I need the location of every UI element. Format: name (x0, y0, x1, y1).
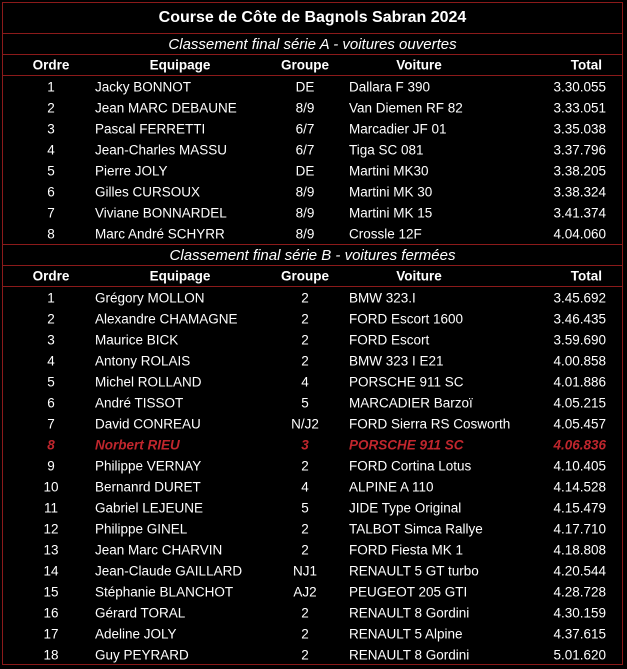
serie-a-title: Classement final série A - voitures ouvertes (3, 34, 622, 55)
cell-equipage: Jean Marc CHARVIN (95, 542, 223, 557)
cell-groupe: 2 (301, 458, 309, 473)
table-row (3, 518, 622, 539)
results-table (2, 2, 623, 665)
cell-groupe: NJ1 (292, 563, 317, 578)
table-row (3, 287, 622, 308)
cell-total: 4.15.479 (553, 500, 606, 515)
table-row (3, 581, 622, 602)
cell-voiture: Tiga SC 081 (349, 142, 424, 157)
cell-equipage: Pascal FERRETTI (95, 121, 206, 136)
cell-equipage: David CONREAU (95, 416, 201, 431)
table-row (3, 118, 622, 139)
cell-equipage: Grégory MOLLON (95, 290, 205, 305)
serie-a-header-row (3, 55, 622, 76)
table-row (3, 223, 622, 245)
table-row (3, 139, 622, 160)
cell-equipage: Jacky BONNOT (95, 79, 192, 94)
cell-groupe: 2 (301, 332, 309, 347)
table-row (3, 392, 622, 413)
cell-voiture: Martini MK 30 (349, 184, 433, 199)
column-header-equipage: Equipage (149, 268, 211, 284)
cell-total: 4.06.836 (553, 437, 606, 452)
cell-groupe: 2 (301, 647, 309, 662)
cell-groupe: 6/7 (295, 142, 315, 157)
cell-groupe: 5 (301, 500, 309, 515)
cell-voiture: FORD Fiesta MK 1 (349, 542, 464, 557)
table-row (3, 371, 622, 392)
cell-equipage: Alexandre CHAMAGNE (95, 311, 238, 326)
column-header-equipage: Equipage (149, 57, 211, 73)
cell-ordre: 8 (47, 437, 55, 452)
cell-equipage: Gabriel LEJEUNE (95, 500, 204, 515)
cell-total: 4.20.544 (553, 563, 606, 578)
serie-b-rows (3, 287, 622, 665)
serie-b-header-row (3, 266, 622, 287)
cell-ordre: 10 (43, 479, 59, 494)
cell-voiture: RENAULT 8 Gordini (349, 605, 470, 620)
cell-total: 3.30.055 (553, 79, 606, 94)
cell-ordre: 4 (47, 353, 55, 368)
cell-total: 4.18.808 (553, 542, 606, 557)
cell-total: 4.14.528 (553, 479, 606, 494)
cell-groupe: 4 (301, 479, 309, 494)
cell-ordre: 17 (43, 626, 59, 641)
cell-equipage: Jean MARC DEBAUNE (95, 100, 237, 115)
table-row (3, 350, 622, 371)
serie-a-rows (3, 76, 622, 245)
cell-groupe: AJ2 (293, 584, 317, 599)
table-row (3, 308, 622, 329)
table-row (3, 602, 622, 623)
cell-ordre: 5 (47, 163, 55, 178)
cell-voiture: ALPINE A 110 (349, 479, 434, 494)
cell-equipage: Jean-Claude GAILLARD (95, 563, 243, 578)
table-row (3, 539, 622, 560)
cell-groupe: 8/9 (295, 205, 315, 220)
serie-b-title: Classement final série B - voitures fermées (3, 245, 622, 266)
cell-ordre: 2 (47, 311, 55, 326)
cell-voiture: BMW 323.I (349, 290, 416, 305)
cell-total: 4.37.615 (553, 626, 606, 641)
cell-groupe: 5 (301, 395, 309, 410)
cell-ordre: 12 (43, 521, 59, 536)
cell-ordre: 15 (43, 584, 59, 599)
cell-ordre: 3 (47, 121, 55, 136)
column-header-voiture: Voiture (396, 57, 442, 73)
cell-ordre: 7 (47, 205, 55, 220)
cell-equipage: Gilles CURSOUX (95, 184, 201, 199)
cell-total: 4.10.405 (553, 458, 606, 473)
cell-equipage: Gérard TORAL (95, 605, 186, 620)
cell-total: 3.38.205 (553, 163, 606, 178)
cell-total: 3.33.051 (553, 100, 606, 115)
cell-ordre: 8 (47, 226, 55, 241)
column-header-ordre: Ordre (32, 268, 70, 284)
cell-voiture: PEUGEOT 205 GTI (349, 584, 468, 599)
cell-groupe: 2 (301, 605, 309, 620)
cell-groupe: 3 (301, 437, 309, 452)
cell-ordre: 7 (47, 416, 55, 431)
table-row (3, 476, 622, 497)
cell-groupe: 2 (301, 353, 309, 368)
cell-total: 3.37.796 (553, 142, 606, 157)
cell-equipage: Guy PEYRARD (95, 647, 189, 662)
table-row (3, 76, 622, 97)
cell-voiture: FORD Escort 1600 (349, 311, 464, 326)
cell-ordre: 6 (47, 395, 55, 410)
cell-ordre: 1 (47, 79, 55, 94)
cell-equipage: Pierre JOLY (95, 163, 168, 178)
cell-equipage: Michel ROLLAND (95, 374, 202, 389)
cell-voiture: BMW 323 I E21 (349, 353, 444, 368)
cell-total: 4.17.710 (553, 521, 606, 536)
column-header-groupe: Groupe (280, 57, 329, 73)
cell-total: 3.35.038 (553, 121, 606, 136)
cell-voiture: TALBOT Simca Rallye (349, 521, 483, 536)
cell-groupe: 8/9 (295, 100, 315, 115)
table-row (3, 434, 622, 455)
column-header-total: Total (570, 268, 602, 284)
cell-voiture: Martini MK30 (349, 163, 429, 178)
cell-ordre: 16 (43, 605, 59, 620)
cell-total: 3.41.374 (553, 205, 606, 220)
column-header-ordre: Ordre (32, 57, 70, 73)
cell-equipage: Philippe GINEL (95, 521, 188, 536)
column-header-voiture: Voiture (396, 268, 442, 284)
cell-total: 4.01.886 (553, 374, 606, 389)
cell-groupe: 2 (301, 521, 309, 536)
cell-total: 5.01.620 (553, 647, 606, 662)
cell-groupe: 2 (301, 290, 309, 305)
cell-voiture: MARCADIER Barzoï (349, 395, 473, 410)
cell-ordre: 6 (47, 184, 55, 199)
table-row (3, 202, 622, 223)
cell-groupe: DE (295, 163, 315, 178)
table-row (3, 97, 622, 118)
table-row (3, 497, 622, 518)
cell-equipage: Antony ROLAIS (95, 353, 191, 368)
cell-equipage: Maurice BICK (95, 332, 179, 347)
cell-equipage: André TISSOT (95, 395, 184, 410)
cell-voiture: RENAULT 5 GT turbo (349, 563, 479, 578)
cell-equipage: Bernanrd DURET (95, 479, 201, 494)
cell-voiture: RENAULT 5 Alpine (349, 626, 463, 641)
cell-equipage: Adeline JOLY (95, 626, 177, 641)
cell-voiture: FORD Sierra RS Cosworth (349, 416, 511, 431)
cell-groupe: DE (295, 79, 315, 94)
cell-equipage: Stéphanie BLANCHOT (95, 584, 234, 599)
cell-total: 4.05.457 (553, 416, 606, 431)
cell-ordre: 5 (47, 374, 55, 389)
cell-voiture: Crossle 12F (349, 226, 422, 241)
column-header-total: Total (570, 57, 602, 73)
cell-voiture: Van Diemen RF 82 (349, 100, 463, 115)
cell-voiture: PORSCHE 911 SC (349, 437, 464, 452)
cell-voiture: PORSCHE 911 SC (349, 374, 464, 389)
cell-groupe: 8/9 (295, 184, 315, 199)
cell-groupe: N/J2 (291, 416, 319, 431)
cell-equipage: Viviane BONNARDEL (95, 205, 227, 220)
cell-ordre: 9 (47, 458, 55, 473)
table-row (3, 413, 622, 434)
table-row (3, 623, 622, 644)
table-row (3, 560, 622, 581)
cell-ordre: 18 (43, 647, 59, 662)
cell-groupe: 6/7 (295, 121, 315, 136)
cell-total: 4.05.215 (553, 395, 606, 410)
cell-voiture: FORD Escort (349, 332, 430, 347)
cell-equipage: Jean-Charles MASSU (95, 142, 228, 157)
cell-total: 4.28.728 (553, 584, 606, 599)
cell-groupe: 4 (301, 374, 309, 389)
cell-total: 4.00.858 (553, 353, 606, 368)
cell-voiture: Dallara F 390 (349, 79, 431, 94)
cell-ordre: 13 (43, 542, 59, 557)
cell-total: 3.59.690 (553, 332, 606, 347)
table-row (3, 455, 622, 476)
cell-voiture: Martini MK 15 (349, 205, 433, 220)
cell-groupe: 2 (301, 626, 309, 641)
cell-ordre: 11 (43, 500, 58, 515)
table-row (3, 329, 622, 350)
cell-total: 3.46.435 (553, 311, 606, 326)
cell-equipage: Norbert RIEU (95, 437, 180, 452)
table-row (3, 181, 622, 202)
cell-ordre: 4 (47, 142, 55, 157)
column-header-groupe: Groupe (280, 268, 329, 284)
cell-equipage: Philippe VERNAY (95, 458, 202, 473)
cell-voiture: RENAULT 8 Gordini (349, 647, 470, 662)
cell-voiture: Marcadier JF 01 (349, 121, 447, 136)
cell-groupe: 2 (301, 311, 309, 326)
cell-equipage: Marc André SCHYRR (95, 226, 225, 241)
cell-total: 4.04.060 (553, 226, 606, 241)
cell-total: 3.38.324 (553, 184, 606, 199)
table-row (3, 160, 622, 181)
cell-total: 3.45.692 (553, 290, 606, 305)
cell-groupe: 8/9 (295, 226, 315, 241)
cell-ordre: 3 (47, 332, 55, 347)
cell-voiture: JIDE Type Original (349, 500, 462, 515)
cell-ordre: 1 (47, 290, 55, 305)
cell-total: 4.30.159 (553, 605, 606, 620)
cell-voiture: FORD Cortina Lotus (349, 458, 472, 473)
cell-groupe: 2 (301, 542, 309, 557)
cell-ordre: 2 (47, 100, 55, 115)
table-row (3, 644, 622, 665)
cell-ordre: 14 (43, 563, 59, 578)
page-title: Course de Côte de Bagnols Sabran 2024 (3, 3, 622, 34)
